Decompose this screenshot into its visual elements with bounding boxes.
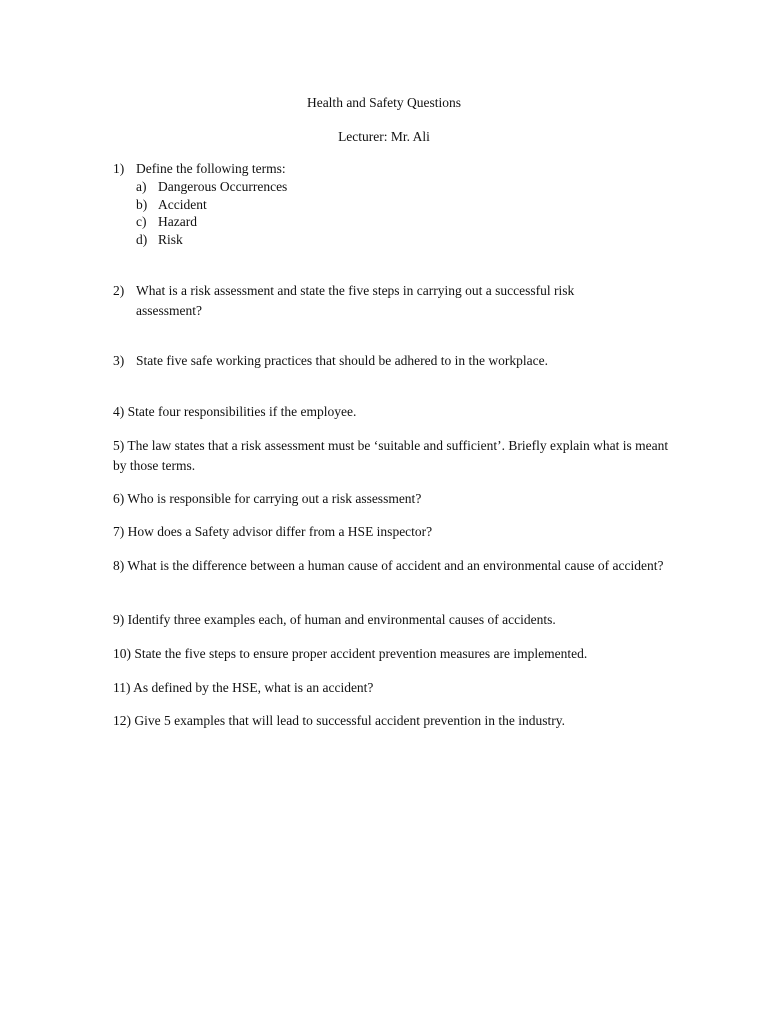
question-5: 5) The law states that a risk assessment must be ‘suitable and sufficient’. Briefly explain what is meant by those terms. bbox=[113, 438, 669, 473]
subitem-letter: c) bbox=[136, 214, 147, 230]
subitem-term: Hazard bbox=[158, 214, 197, 230]
subitem bbox=[136, 231, 536, 249]
question-text: Define the following terms: bbox=[136, 161, 286, 176]
lecturer-line: Lecturer: Mr. Ali bbox=[338, 129, 430, 144]
subitem-letter: a) bbox=[136, 179, 147, 194]
question-9: 9) Identify three examples each, of human and environmental causes of accidents. bbox=[113, 612, 556, 627]
question-text: What is a risk assessment and state the five steps in carrying out a successful risk assessment? bbox=[136, 283, 575, 318]
subitem bbox=[136, 213, 536, 231]
question-12: 12) Give 5 examples that will lead to successful accident prevention in the industry. bbox=[113, 713, 565, 728]
question-number: 3) bbox=[113, 353, 125, 368]
question-6: 6) Who is responsible for carrying out a risk assessment? bbox=[113, 491, 422, 506]
subitem-term: Risk bbox=[158, 232, 183, 248]
question-text: State five safe working practices that should be adhered to in the workplace. bbox=[136, 353, 548, 368]
document-title: Health and Safety Questions bbox=[306, 95, 462, 110]
subitem-letter: b) bbox=[136, 196, 148, 212]
subitem-term: Accident bbox=[158, 196, 207, 212]
question-7: 7) How does a Safety advisor differ from a HSE inspector? bbox=[113, 524, 433, 539]
subitem-term: Dangerous Occurrences bbox=[158, 179, 288, 194]
subitem bbox=[136, 196, 536, 214]
question-3 bbox=[113, 351, 673, 371]
question-1 bbox=[113, 159, 673, 179]
question-11: 11) As defined by the HSE, what is an accident? bbox=[113, 680, 374, 695]
question-8: 8) What is the difference between a human cause of accident and an environmental cause of accident? bbox=[113, 558, 664, 573]
question-10: 10) State the five steps to ensure proper accident prevention measures are implemented. bbox=[113, 646, 588, 661]
question-2 bbox=[113, 281, 613, 321]
subitem bbox=[136, 178, 536, 196]
question-number: 2) bbox=[113, 283, 125, 298]
question-4: 4) State four responsibilities if the employee. bbox=[113, 404, 357, 419]
question-number: 1) bbox=[113, 161, 125, 176]
subitem-letter: d) bbox=[136, 232, 148, 248]
question-1-subitems bbox=[136, 178, 536, 249]
